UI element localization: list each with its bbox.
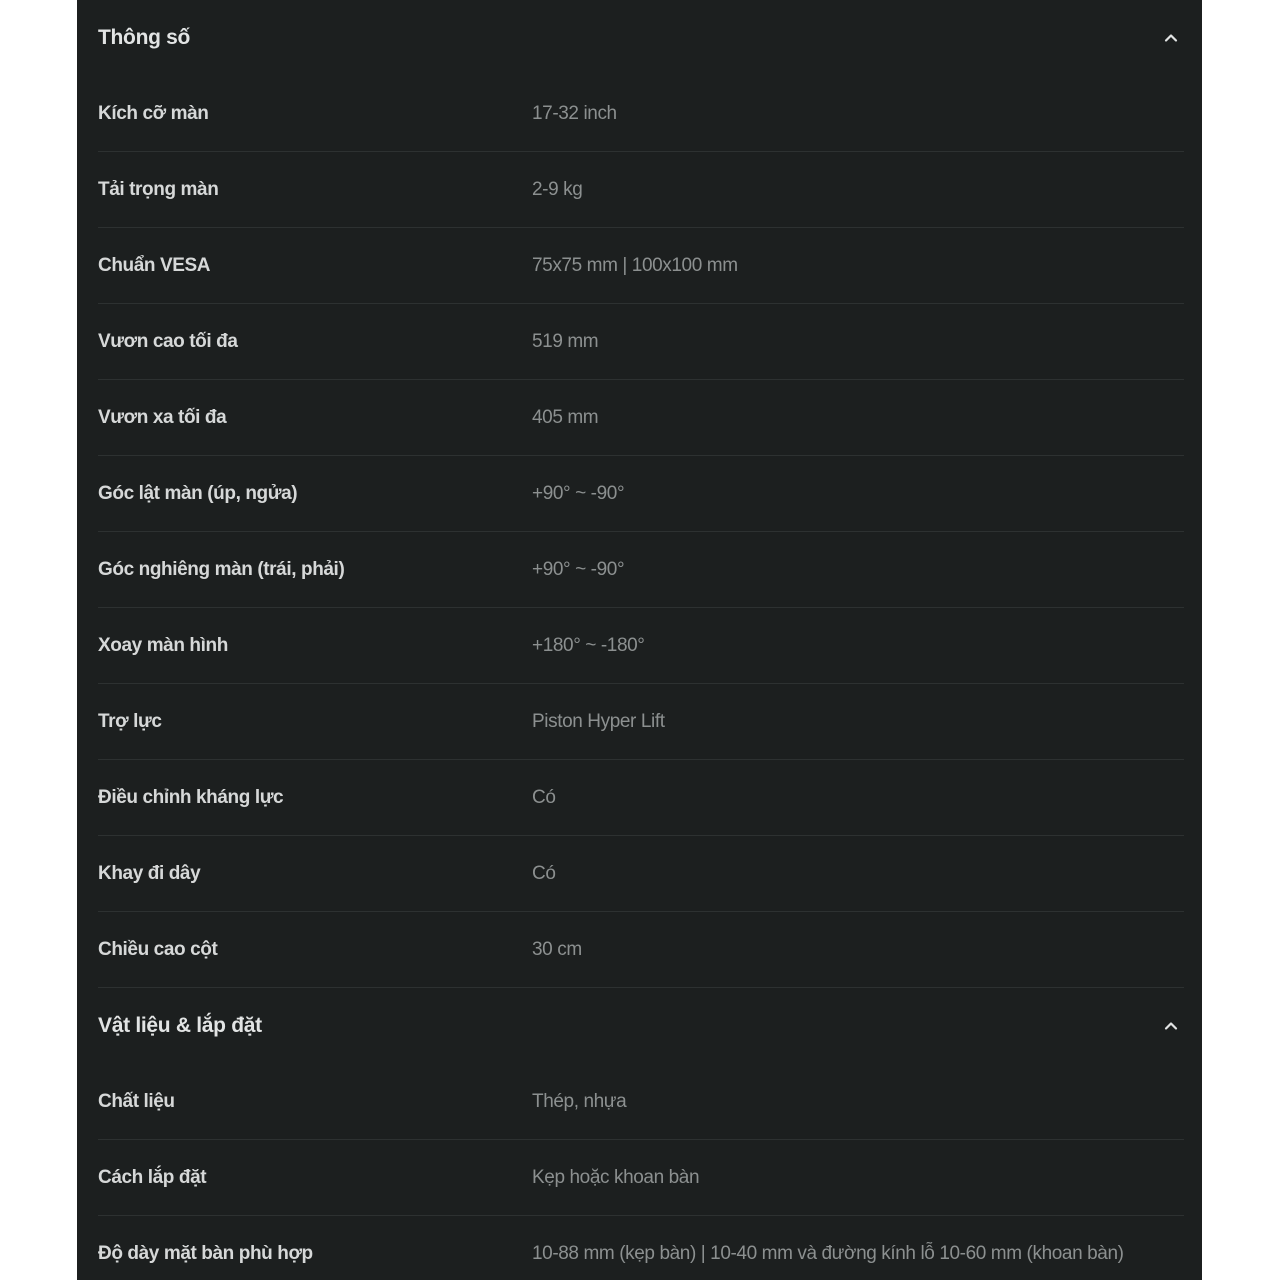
chevron-up-icon[interactable] [1162,1017,1180,1035]
section-header-specs[interactable] [77,0,1202,76]
spec-label: Xoay màn hình [98,635,228,656]
spec-label: Chuẩn VESA [98,255,211,276]
section-title: Vật liệu & lắp đặt [98,1014,262,1037]
spec-label: Vươn cao tối đa [98,331,238,352]
spec-row [98,152,1184,228]
spec-row [98,532,1184,608]
spec-row [98,1216,1184,1280]
spec-value: Piston Hyper Lift [532,711,665,732]
spec-value: 75x75 mm | 100x100 mm [532,255,738,276]
section-header-materials[interactable] [77,988,1202,1064]
spec-label: Khay đi dây [98,863,201,884]
spec-row [98,684,1184,760]
spec-value: +180° ~ -180° [532,635,645,656]
spec-value: Kẹp hoặc khoan bàn [532,1167,700,1188]
spec-label: Độ dày mặt bàn phù hợp [98,1243,313,1264]
spec-row [98,76,1184,152]
spec-value: Có [532,787,556,808]
spec-value: Có [532,863,556,884]
specs-panel [77,0,1202,1280]
spec-row [98,608,1184,684]
chevron-up-icon[interactable] [1162,29,1180,47]
spec-value: 30 cm [532,939,582,960]
spec-list [77,1064,1202,1280]
spec-row [98,456,1184,532]
spec-value: 2-9 kg [532,179,583,200]
spec-label: Góc lật màn (úp, ngửa) [98,483,298,504]
spec-row [98,380,1184,456]
spec-label: Vươn xa tối đa [98,407,227,428]
spec-row [98,836,1184,912]
spec-value: +90° ~ -90° [532,559,625,580]
spec-label: Kích cỡ màn [98,103,209,124]
section-title: Thông số [98,26,191,49]
spec-label: Chất liệu [98,1091,175,1112]
spec-row [98,1140,1184,1216]
spec-label: Tải trọng màn [98,179,219,200]
spec-label: Trợ lực [98,711,162,732]
spec-value: Thép, nhựa [532,1091,627,1112]
spec-value: 405 mm [532,407,599,428]
spec-row [98,1064,1184,1140]
spec-row [98,912,1184,988]
spec-row [98,304,1184,380]
spec-value: +90° ~ -90° [532,483,625,504]
spec-label: Chiều cao cột [98,939,218,960]
spec-row [98,228,1184,304]
spec-value: 10-88 mm (kẹp bàn) | 10-40 mm và đường kính lỗ 10-60 mm (khoan bàn) [532,1243,1124,1264]
spec-label: Điều chỉnh kháng lực [98,787,284,808]
spec-value: 519 mm [532,331,599,352]
spec-list [77,76,1202,988]
spec-label: Góc nghiêng màn (trái, phải) [98,559,345,580]
spec-label: Cách lắp đặt [98,1167,207,1188]
spec-row [98,760,1184,836]
spec-value: 17-32 inch [532,103,617,124]
